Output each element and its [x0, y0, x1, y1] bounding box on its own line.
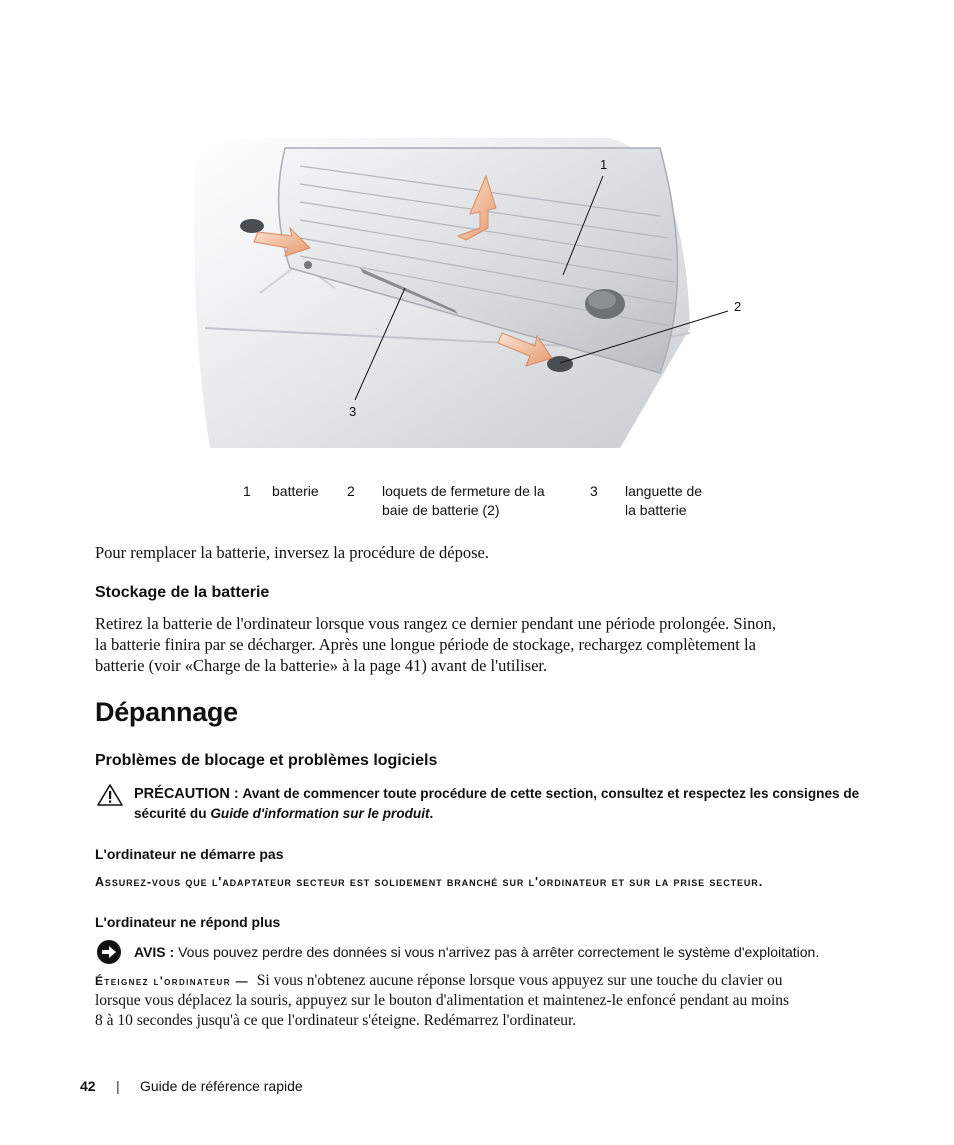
caution-text: . [429, 806, 434, 821]
battery-removal-illustration [190, 128, 750, 458]
battery-illustration-svg [190, 128, 750, 458]
legend-number: 3 [590, 483, 598, 499]
caution-text: Avant de commencer toute procédure de cette section, consultez et respectez les consignes de [242, 786, 860, 801]
notice-text: Vous pouvez perdre des données si vous n'arrivez pas à arrêter correctement le système d'exploitation. [178, 944, 820, 960]
notice-note [134, 943, 819, 962]
paragraph-line: Si vous n'obtenez aucune réponse lorsque vous appuyez sur une touche du clavier ou [256, 972, 783, 989]
subsection-heading-no-response: L'ordinateur ne répond plus [95, 914, 281, 930]
paragraph-line: batterie (voir «Charge de la batterie» à la page 41) avant de l'utiliser. [95, 656, 548, 675]
warning-triangle-icon [97, 783, 123, 807]
legend-text: la batterie [625, 502, 687, 518]
caution-note [134, 784, 859, 823]
legend-text: baie de batterie (2) [382, 502, 500, 518]
footer-separator: | [116, 1078, 120, 1094]
paragraph-line: la batterie finira par se décharger. Après une longue période de stockage, rechargez complètement la [95, 635, 756, 654]
caution-text: sécurité du [134, 806, 211, 821]
storage-paragraph [95, 613, 776, 676]
callout-1: 1 [600, 157, 608, 172]
notice-icon [96, 939, 122, 965]
callout-2: 2 [734, 299, 742, 314]
left-latch [240, 219, 264, 233]
power-off-instruction [95, 971, 789, 1031]
section-heading-lockups: Problèmes de blocage et problèmes logiciels [95, 752, 438, 769]
page-title: Dépannage [95, 697, 238, 727]
footer-title: Guide de référence rapide [140, 1078, 303, 1094]
page-number: 42 [80, 1078, 96, 1094]
caution-label: PRÉCAUTION : [134, 786, 239, 802]
paragraph-line: lorsque vous déplacez la souris, appuyez sur le bouton d'alimentation et maintenez-le enfoncé pendant au moins [95, 992, 790, 1009]
intro-paragraph: Pour remplacer la batterie, inversez la procédure de dépose. [95, 543, 489, 562]
power-off-label: Éteignez l'ordinateur — [95, 974, 250, 988]
paragraph-line: Retirez la batterie de l'ordinateur lorsque vous rangez ce dernier pendant une période prolongée. Sinon, [95, 614, 777, 633]
legend-text: loquets de fermeture de la [382, 483, 545, 499]
instruction-check-adapter: Assurez-vous que l'adaptateur secteur est solidement branché sur l'ordinateur et sur la prise secteur. [95, 875, 764, 889]
subsection-heading-no-start: L'ordinateur ne démarre pas [95, 846, 284, 862]
guide-title: Guide d'information sur le produit [210, 806, 430, 821]
paragraph-line: 8 à 10 secondes jusqu'à ce que l'ordinateur s'éteigne. Redémarrez l'ordinateur. [95, 1012, 577, 1029]
notice-label: AVIS : [134, 944, 175, 960]
legend-text: batterie [272, 483, 319, 499]
legend-number: 1 [243, 483, 251, 499]
legend-text: languette de [625, 483, 703, 499]
callout-3: 3 [349, 404, 357, 419]
legend-number: 2 [347, 483, 355, 499]
section-heading-storage: Stockage de la batterie [95, 584, 270, 601]
